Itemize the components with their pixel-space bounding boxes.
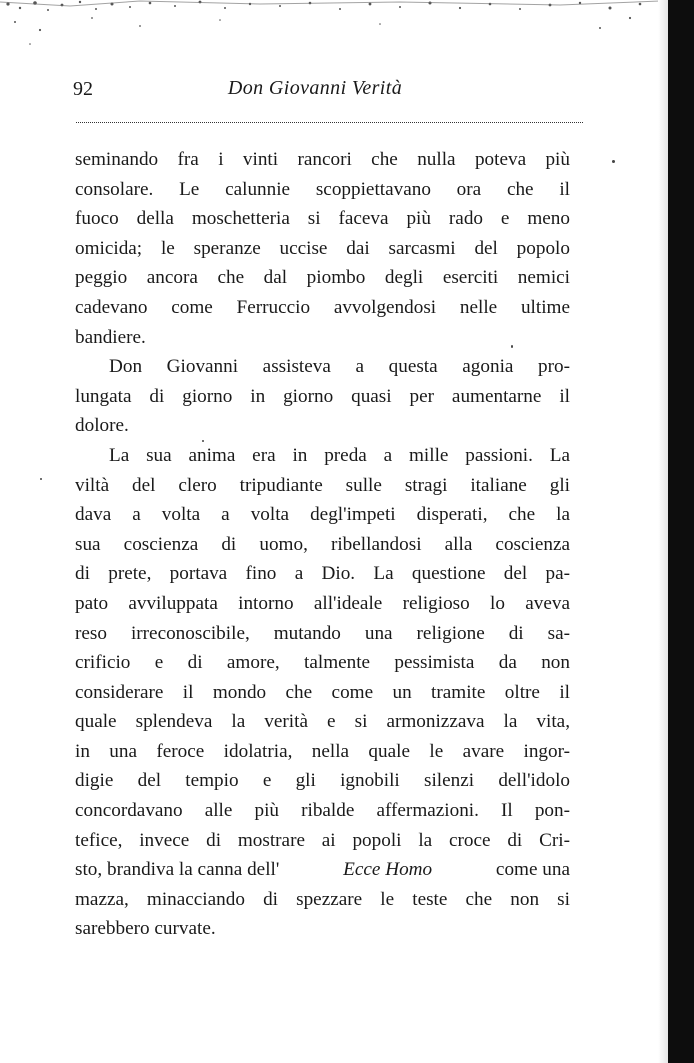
italic-phrase: Ecce Homo	[343, 859, 433, 881]
text-line: quale splendeva la verità e si armonizzava la vita,	[75, 711, 570, 733]
text-line: pato avviluppata intorno all'ideale religioso lo aveva	[75, 592, 570, 614]
text-line: tefice, invece di mostrare ai popoli la croce di Cri-	[75, 829, 570, 851]
text-line: fuoco della moschetteria si faceva più rado e meno	[75, 208, 570, 230]
text-line: concordavano alle più ribalde affermazioni. Il pon-	[75, 800, 570, 822]
text-line: seminando fra i vinti rancori che nulla poteva più	[75, 149, 570, 170]
text-line: Don Giovanni assisteva a questa agonia pro-	[109, 356, 570, 378]
text-line: omicida; le speranze uccise dai sarcasmi del popolo	[75, 237, 570, 259]
text-line: peggio ancora che dal piombo degli eserciti nemici	[75, 267, 570, 289]
running-title: Don Giovanni Verità	[227, 77, 403, 99]
text-line: sarebbero curvate.	[75, 918, 216, 940]
text-line: di prete, portava fino a Dio. La questione del pa-	[75, 563, 570, 585]
body-text	[75, 145, 570, 944]
text-line: dolore.	[75, 415, 129, 437]
page-number: 92	[73, 78, 93, 100]
scan-speck	[202, 440, 204, 442]
text-line: La sua anima era in preda a mille passioni. La	[109, 444, 570, 466]
text-line: lungata di giorno in giorno quasi per aumentarne il	[75, 385, 570, 407]
scan-speck	[40, 478, 42, 480]
header-rule	[76, 122, 583, 123]
text-line: dava a volta a volta degl'impeti disperati, che la	[75, 504, 570, 526]
text-line: considerare il mondo che come un tramite oltre il	[75, 681, 570, 703]
text-segment: sto, brandiva la canna dell'	[75, 859, 280, 881]
text-line: cadevano come Ferruccio avvolgendosi nelle ultime	[75, 296, 570, 318]
scan-noise-top	[0, 0, 660, 48]
text-line: digie del tempio e gli ignobili silenzi dell'idolo	[75, 770, 570, 792]
text-line: bandiere.	[75, 326, 146, 348]
text-line: mazza, minacciando di spezzare le teste che non si	[75, 888, 570, 910]
text-line: crificio e di amore, talmente pessimista da non	[75, 652, 570, 674]
text-line: sua coscienza di uomo, ribellandosi alla coscienza	[75, 533, 570, 555]
text-segment: come una	[495, 859, 570, 881]
page-edge-dark	[668, 0, 694, 1063]
text-line: viltà del clero tripudiante sulle stragi italiane gli	[75, 474, 570, 496]
scan-shadow	[658, 0, 668, 1063]
text-line: reso irreconoscibile, mutando una religione di sa-	[75, 622, 570, 644]
scan-speck	[612, 160, 615, 163]
text-line: in una feroce idolatria, nella quale le avare ingor-	[75, 740, 570, 762]
scan-speck	[511, 345, 513, 348]
text-line-italic-phrase	[75, 855, 570, 885]
text-line: consolare. Le calunnie scoppiettavano ora che il	[75, 178, 570, 200]
